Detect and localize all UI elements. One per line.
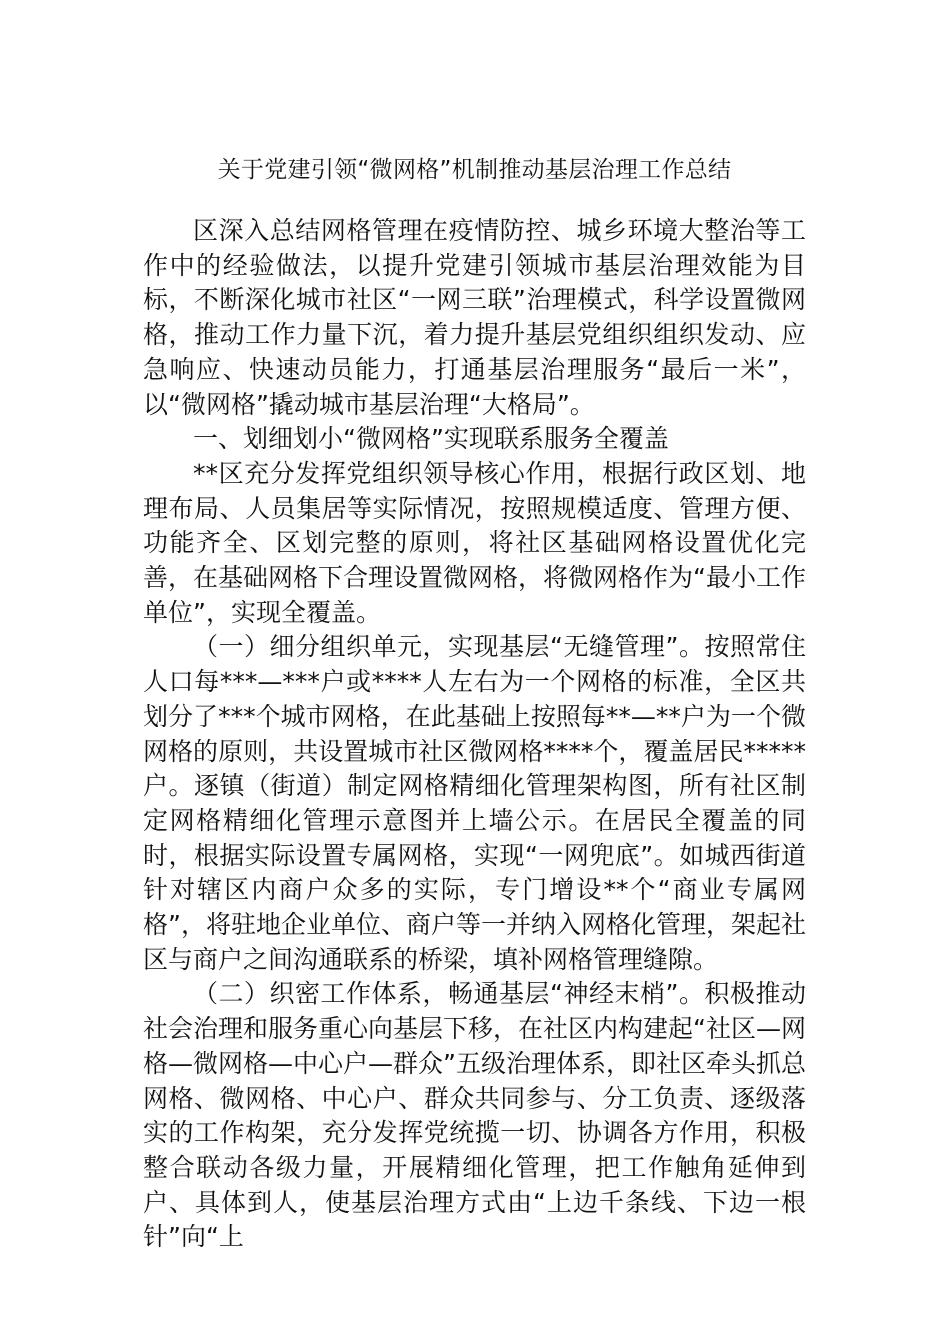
paragraph-subsection-2: （二）织密工作体系，畅通基层“神经末梢”。积极推动社会治理和服务重心向基层下移，在社区内构建起“社区—网格—微网格—中心户—群众”五级治理体系，即社区牵头抓总网格、微网格、中心户、群众共同参与、分工负责、逐级落实的工作构架，充分发挥党统揽一切、协调各方作用，积极整合联动各级力量，开展精细化管理，把工作触角延伸到户、具体到人，使基层治理方式由“上边千条线、下边一根针”向“上 [143,979,806,1252]
section-heading-1: 一、划细划小“微网格”实现联系服务全覆盖 [193,424,669,454]
paragraph-section-1: **区充分发挥党组织领导核心作用，根据行政区划、地理布局、人员集居等实际情况，按照规模适度、管理方便、功能齐全、区划完整的原则，将社区基础网格设置优化完善，在基础网格下合理设置微网格，将微网格作为“最小工作单位”，实现全覆盖。 [143,458,806,627]
paragraph-intro: 区深入总结网格管理在疫情防控、城乡环境大整治等工作中的经验做法，以提升党建引领城市基层治理效能为目标，不断深化城市社区“一网三联”治理模式，科学设置微网格，推动工作力量下沉，着力提升基层党组织组织发动、应急响应、快速动员能力，打通基层治理服务“最后一米”，以“微网格”撬动城市基层治理“大格局”。 [143,216,806,419]
document-page [143,150,806,1255]
document-title: 关于党建引领“微网格”机制推动基层治理工作总结 [217,157,732,183]
paragraph-subsection-1: （一）细分组织单元，实现基层“无缝管理”。按照常住人口每***—***户或****人左右为一个网格的标准，全区共划分了***个城市网格，在此基础上按照每**—**户为一个微网格的原则，共设置城市社区微网格****个，覆盖居民*****户。逐镇（街道）制定网格精细化管理架构图，所有社区制定网格精细化管理示意图并上墙公示。在居民全覆盖的同时，根据实际设置专属网格，实现“一网兜底”。如城西街道针对辖区内商户众多的实际，专门增设**个“商业专属网格”，将驻地企业单位、商户等一并纳入网格化管理，架起社区与商户之间沟通联系的桥梁，填补网格管理缝隙。 [143,632,806,974]
